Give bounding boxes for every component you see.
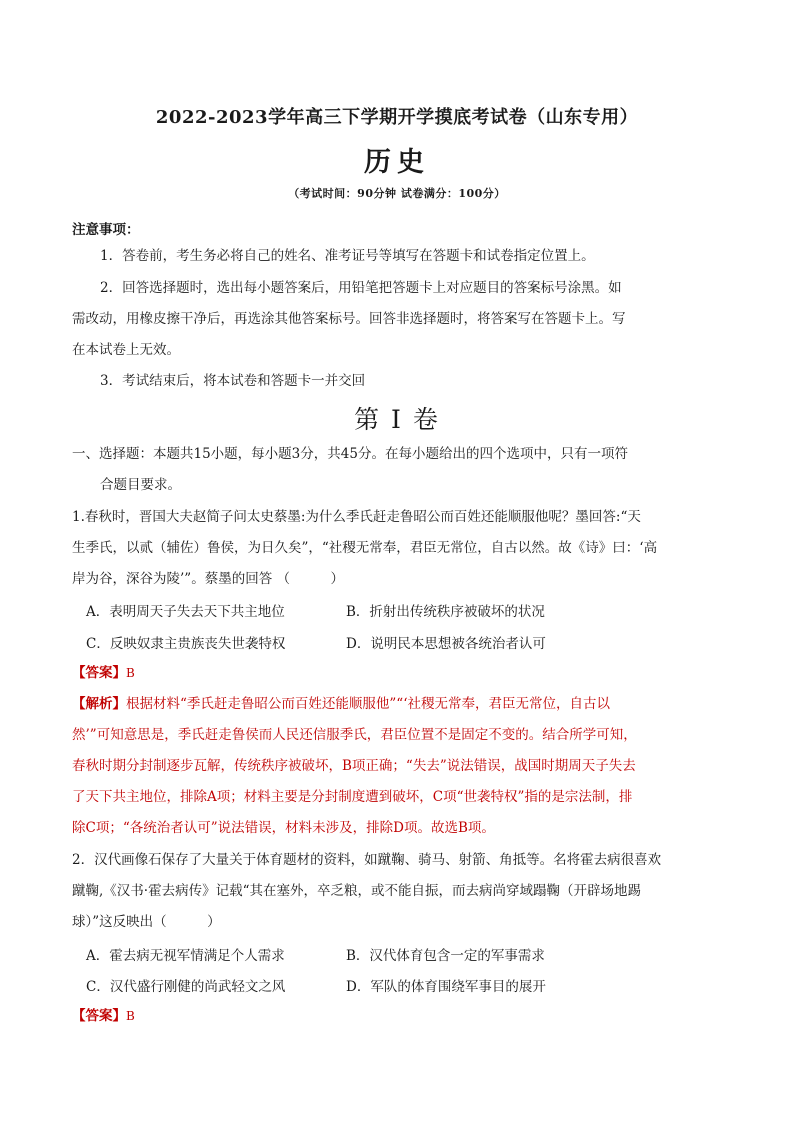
- analysis-line: [72, 694, 610, 714]
- notes-line: 在本试卷上无效。: [72, 342, 180, 358]
- section-instruction: 一、选择题：本题共15小题，每小题3分，共45分。在每小题给出的四个选项中，只有一项符: [72, 446, 628, 462]
- option-a: A．表明周天子失去天下共主地位: [86, 604, 285, 620]
- analysis-line: 春秋时期分封制逐步瓦解，传统秩序被破坏，B项正确；“失去”说法错误，战国时期周天子失去: [72, 758, 636, 774]
- analysis-line: 除C项；“各统治者认可”说法错误，材料未涉及，排除D项。故选B项。: [72, 820, 495, 836]
- answer-row: [72, 1006, 135, 1026]
- answer-label: 【答案】: [72, 665, 126, 681]
- answer-value: B: [126, 1009, 135, 1023]
- analysis-text: 根据材料“季氏赶走鲁昭公而百姓还能顺服他”“‘社稷无常奉，君臣无常位，自古以: [126, 696, 610, 712]
- answer-row: [72, 663, 135, 683]
- subject-title: 历史: [364, 147, 430, 178]
- question-stem: 1.春秋时，晋国大夫赵简子问太史蔡墨:为什么季氏赶走鲁昭公而百姓还能顺服他呢？墨回答:“天: [72, 509, 641, 525]
- answer-value: B: [126, 666, 135, 680]
- section-heading: 第 I 卷: [354, 405, 440, 434]
- option-a: A．霍去病无视军情满足个人需求: [86, 948, 285, 964]
- question-stem: 球）”这反映出（ ）: [72, 914, 221, 930]
- exam-title: 2022-2023学年高三下学期开学摸底考试卷（山东专用）: [155, 107, 639, 128]
- option-d: D．说明民本思想被各统治者认可: [346, 636, 546, 652]
- analysis-line: 然’”可知意思是，季氏赶走鲁侯而人民还信服季氏，君臣位置不是固定不变的。结合所学可知，: [72, 727, 637, 743]
- option-b: B．汉代体育包含一定的军事需求: [346, 948, 545, 964]
- exam-info: （考试时间：90分钟 试卷满分：100分）: [288, 187, 506, 200]
- option-c: C．反映奴隶主贵族丧失世袭特权: [86, 636, 286, 652]
- question-stem: 生季氏，以贰（辅佐）鲁侯，为日久矣”，“社稷无常奉，君臣无常位，自古以然。故《诗》曰：‘高: [72, 540, 658, 556]
- option-c: C．汉代盛行刚健的尚武轻文之风: [86, 979, 286, 995]
- notes-line: 2．回答选择题时，选出每小题答案后，用铅笔把答题卡上对应题目的答案标号涂黑。如: [100, 280, 622, 296]
- question-stem: 岸为谷，深谷为陵’”。蔡墨的回答 （ ）: [72, 571, 344, 587]
- question-stem: 2．汉代画像石保存了大量关于体育题材的资料，如蹴鞠、骑马、射箭、角抵等。名将霍去病很喜欢: [72, 852, 662, 868]
- analysis-line: 了天下共主地位，排除A项；材料主要是分封制度遭到破坏，C项“世袭特权”指的是宗法制，排: [72, 789, 633, 805]
- option-d: D．军队的体育围绕军事目的展开: [346, 979, 546, 995]
- option-b: B．折射出传统秩序被破坏的状况: [346, 604, 545, 620]
- analysis-label: 【解析】: [72, 696, 126, 712]
- answer-label: 【答案】: [72, 1008, 126, 1024]
- notes-line: 1．答卷前，考生务必将自己的姓名、准考证号等填写在答题卡和试卷指定位置上。: [100, 248, 595, 264]
- question-stem: 蹴鞠,《汉书·霍去病传》记载“其在塞外，卒乏粮，或不能自振，而去病尚穿域蹋鞠（开辟场地踢: [72, 883, 641, 899]
- notes-line: 需改动，用橡皮擦干净后，再选涂其他答案标号。回答非选择题时，将答案写在答题卡上。写: [72, 311, 626, 327]
- section-instruction: 合题目要求。: [100, 477, 181, 493]
- notes-title: 注意事项：: [72, 222, 140, 238]
- notes-line: 3．考试结束后，将本试卷和答题卡一并交回: [100, 373, 366, 389]
